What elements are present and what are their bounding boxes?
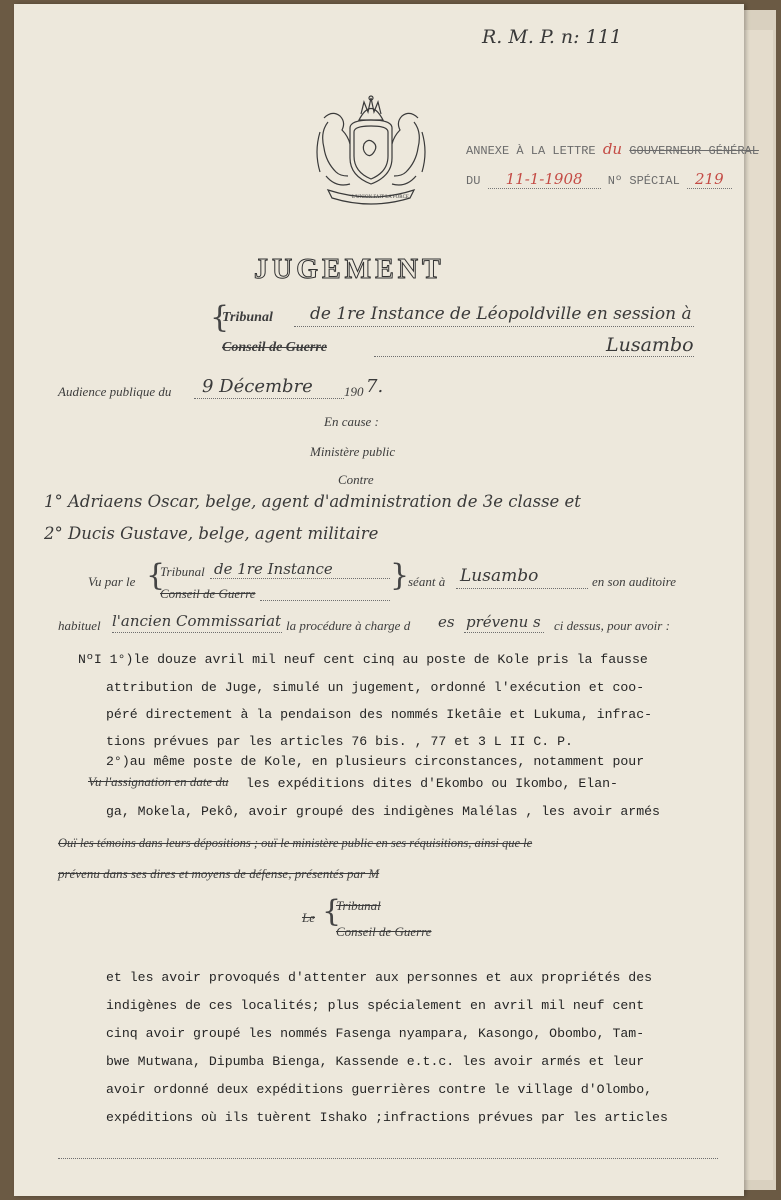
court-place-hand: Lusambo [606, 334, 694, 356]
le-tribunal: Tribunal [336, 898, 381, 913]
habituel-s: s [533, 613, 541, 631]
reference-number: R. M. P. n: 111 [482, 26, 622, 48]
contre: Contre [338, 472, 374, 487]
typed-line: et les avoir provoqués d'attenter aux personnes et aux propriétés des [106, 970, 653, 985]
stamp-printed-1: ANNEXE À LA LETTRE [466, 144, 596, 158]
vu-par-label: Vu par le [88, 574, 136, 589]
audience-label: Audience publique du [58, 384, 172, 399]
svg-text:L'UNION FAIT LA FORCE: L'UNION FAIT LA FORCE [352, 195, 409, 200]
defendant-2: 2° Ducis Gustave, belge, agent militaire [44, 524, 379, 543]
stamp-date: 11-1-1908 [488, 170, 601, 189]
habituel-label: habituel [58, 618, 101, 633]
procedure-text: la procédure à charge d [286, 618, 411, 633]
court-brace: { [210, 300, 230, 335]
le-label: Le [302, 910, 315, 925]
defendant-1: 1° Adriaens Oscar, belge, agent d'administration de 3e classe et [44, 492, 581, 511]
stamp-hand-1: du [602, 140, 623, 158]
habituel-prevenu: prévenu [466, 613, 529, 631]
habituel-hand: l'ancien Commissariat [112, 612, 282, 630]
court-tribunal-hand: de 1re Instance de Léopoldville en session à [310, 304, 692, 324]
stamp-special-label: Nº SPÉCIAL [607, 174, 680, 188]
vu-tribunal-hand: de 1re Instance [214, 560, 333, 578]
annex-stamp [466, 136, 759, 198]
audience-year-suffix: 7. [366, 376, 384, 397]
habituel-es: es [438, 613, 455, 631]
typed-line: attribution de Juge, simulé un jugement, ordonné l'exécution et coo- [106, 680, 645, 695]
vu-assignation: Vu l'assignation en date du [88, 774, 229, 789]
court-conseil-label: Conseil de Guerre [222, 340, 327, 355]
seant-a: séant à [408, 574, 446, 589]
typed-line: 2°)au même poste de Kole, en plusieurs circonstances, notamment pour [106, 754, 645, 769]
typed-line: ga, Mokela, Pekô, avoir groupé des indigènes Malélas , les avoir armés [106, 804, 660, 819]
prevenu-dires: prévenu dans ses dires et moyens de défense, présentés par M [58, 866, 380, 881]
typed-line: bwe Mutwana, Dipumba Bienga, Kassende e.t.c. les avoir armés et leur [106, 1054, 645, 1069]
typed-line: cinq avoir groupé les nommés Fasenga nyampara, Kasongo, Obombo, Tam- [106, 1026, 645, 1041]
ministere-public: Ministère public [310, 444, 396, 459]
document-title: JUGEMENT [254, 254, 445, 285]
vu-tribunal-label: Tribunal [160, 564, 205, 579]
oui-temoins: Ouï les témoins dans leurs dépositions ; ouï le ministère public en ses réquisitions, ainsi que le [58, 836, 533, 850]
typed-line: péré directement à la pendaison des nommés Iketâie et Lukuma, infrac- [106, 707, 653, 722]
audience-day: 9 Décembre [202, 376, 313, 397]
auditoire: en son auditoire [592, 574, 677, 589]
en-cause: En cause : [324, 414, 379, 429]
pour-avoir: ci dessus, pour avoir : [554, 618, 670, 633]
court-tribunal-label: Tribunal [222, 310, 273, 325]
seant-place: Lusambo [460, 566, 539, 586]
typed-line: avoir ordonné deux expéditions guerrières contre le village d'Olombo, [106, 1082, 653, 1097]
stamp-du: DU [466, 174, 481, 188]
typed-line: expéditions où ils tuèrent Ishako ;infractions prévues par les articles [106, 1110, 668, 1125]
judgment-page: R. M. P. n: 111 L'UNION FAIT LA FORCE ANNEXE À LA LETTRE du GOUVERNEUR GÉNÉRAL DU 11-1-1908 Nº SPÉCIAL 219 JUGEMENT { Tribunal de 1re Instance de Léopoldville en session à Conseil de Guerre Lusambo Audience publique du 9 Décembre 190 7. En cause : Ministère public Contre 1° Adriaens Oscar, belge, agent d'administration de 3e classe et 2° Ducis Gustave, belge, agent militaire Vu par le { Tribunal de 1re Instance Conseil de Guerre } séant à Lusambo en son auditoire habituel l'ancien Commissariat la procédure à charge d es prévenu s ci dessus, pour avoir : NºI 1°)le douze avril mil neuf cent cinq au poste de Kole pris la fausse attribution de Juge, simulé un jugement, ordonné l'exécution et coo- péré directement à la pendaison des nommés Iketâie et Lukuma, infrac- tions prévues par les articles 76 bis. , 77 et 3 L II C. P. 2°)au même poste de Kole, en plusieurs circonstances, notamment pour Vu l'assignation en date du les expéditions dites d'Ekombo ou Ikombo, Elan- ga, Mokela, Pekô, avoir groupé des indigènes Malélas , les avoir armés Ouï les témoins dans leurs dépositions ; ouï le ministère public en ses réquisitions, ainsi que le prévenu dans ses dires et moyens de défense, présentés par M Le { Tribunal Conseil de Guerre et les avoir provoqués d'attenter aux personnes et aux propriétés des indigènes de ces localités; plus spécialement en avril mil neuf cent cinq avoir groupé les nommés Fasenga nyampara, Kasongo, Obombo, Tam- bwe Mutwana, Dipumba Bienga, Kassende e.t.c. les avoir armés et leur avoir ordonné deux expéditions guerrières contre le village d'Olombo, expéditions où ils tuèrent Ishako ;infractions prévues par les articles [14, 4, 744, 1196]
typed-line: indigènes de ces localités; plus spécialement en avril mil neuf cent [106, 998, 645, 1013]
audience-year-prefix: 190 [344, 384, 364, 399]
stamp-special-number: 219 [687, 170, 732, 189]
typed-line: tions prévues par les articles 76 bis. , 77 et 3 L II C. P. [106, 734, 573, 749]
stamp-printed-2: GOUVERNEUR GÉNÉRAL [629, 144, 759, 158]
vu-conseil-label: Conseil de Guerre [160, 586, 256, 601]
coat-of-arms-icon [306, 92, 436, 212]
le-conseil: Conseil de Guerre [336, 924, 432, 939]
typed-line: NºI 1°)le douze avril mil neuf cent cinq au poste de Kole pris la fausse [78, 652, 648, 667]
typed-line: les expéditions dites d'Ekombo ou Ikombo, Elan- [246, 776, 618, 791]
